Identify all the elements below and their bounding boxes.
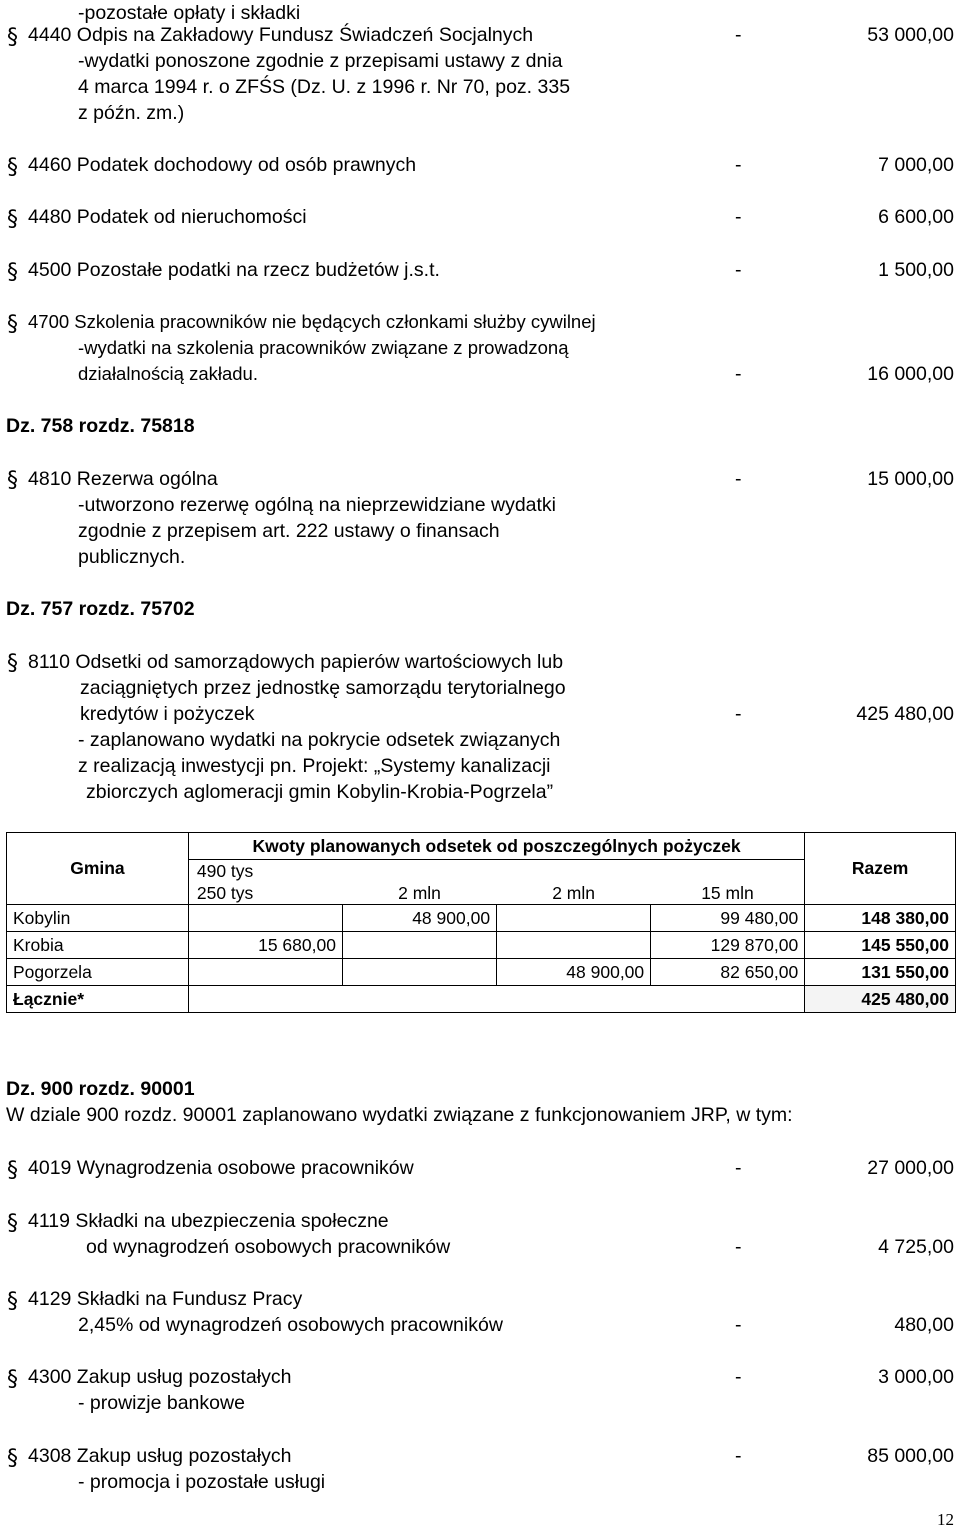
dash: - (735, 1236, 742, 1258)
group-header: Kwoty planowanych odsetek od poszczególnych pożyczek (188, 833, 804, 860)
item-8110-desc: z realizacją inwestycji pn. Projekt: „Systemy kanalizacji (78, 755, 551, 777)
item-4119-label: 4119 Składki na ubezpieczenia społeczne (28, 1210, 389, 1232)
section-mark-icon (6, 259, 22, 283)
item-4460-amount: 7 000,00 (878, 154, 954, 176)
item-8110-desc: zbiorczych aglomeracji gmin Kobylin-Krobia-Pogrzela” (86, 781, 554, 803)
item-4700-desc: -wydatki na szkolenia pracowników związane z prowadzoną (78, 337, 569, 358)
cell-amount: 48 900,00 (497, 959, 651, 986)
item-4480-amount: 6 600,00 (878, 206, 954, 228)
section-intro: W dziale 900 rozdz. 90001 zaplanowano wydatki związane z funkcjonowaniem JRP, w tym: (6, 1104, 793, 1126)
item-4700-amount: 16 000,00 (867, 363, 954, 385)
item-4500-label: 4500 Pozostałe podatki na rzecz budżetów j.s.t. (28, 259, 440, 281)
interest-table (6, 832, 956, 1013)
cell-total-label: Łącznie* (7, 986, 189, 1013)
svg-text:§: § (7, 25, 18, 48)
item-4129-amount: 480,00 (894, 1314, 954, 1336)
cell-amount (342, 959, 496, 986)
section-mark-icon (6, 467, 22, 491)
col-header-loan-1-line1: 490 tys (196, 861, 254, 881)
item-4308-amount: 85 000,00 (867, 1445, 954, 1467)
item-4119-desc: od wynagrodzeń osobowych pracowników (86, 1236, 451, 1258)
section-heading: Dz. 758 rozdz. 75818 (6, 415, 195, 437)
item-4300-amount: 3 000,00 (878, 1366, 954, 1388)
table-row (7, 932, 956, 959)
item-4810-desc: publicznych. (78, 546, 186, 568)
svg-text:§: § (7, 1289, 18, 1312)
item-4700-desc: działalnością zakładu. (78, 363, 258, 384)
dash: - (735, 468, 742, 490)
svg-text:§: § (7, 260, 18, 283)
section-heading: Dz. 757 rozdz. 75702 (6, 598, 195, 620)
cell-gmina: Pogorzela (7, 959, 189, 986)
text-line: -pozostałe opłaty i składki (78, 2, 301, 24)
cell-total-value: 425 480,00 (805, 986, 956, 1013)
section-mark-icon (6, 154, 22, 178)
dash: - (735, 259, 742, 281)
cell-amount (342, 932, 496, 959)
dash: - (735, 1445, 742, 1467)
item-4500-amount: 1 500,00 (878, 259, 954, 281)
section-heading: Dz. 900 rozdz. 90001 (6, 1078, 195, 1100)
col-header-loan-1-line2: 250 tys (196, 883, 254, 903)
dash: - (735, 1366, 742, 1388)
cell-amount (188, 905, 342, 932)
svg-text:§: § (7, 651, 18, 674)
item-4440-amount: 53 000,00 (867, 24, 954, 46)
item-4810-label: 4810 Rezerwa ogólna (28, 468, 218, 490)
svg-text:§: § (7, 1158, 18, 1181)
col-header-loan-3: 2 mln (497, 860, 651, 905)
dash: - (735, 703, 742, 725)
page-number: 12 (937, 1510, 954, 1529)
item-4019-label: 4019 Wynagrodzenia osobowe pracowników (28, 1157, 414, 1179)
col-header-razem: Razem (805, 833, 956, 905)
dash: - (735, 24, 742, 46)
section-mark-icon (6, 1288, 22, 1312)
cell-empty (188, 986, 804, 1013)
cell-gmina: Krobia (7, 932, 189, 959)
item-4440-desc: z późn. zm.) (78, 102, 185, 124)
svg-text:§: § (7, 468, 18, 491)
item-4810-desc: zgodnie z przepisem art. 222 ustawy o finansach (78, 520, 500, 542)
item-8110-desc: - zaplanowano wydatki na pokrycie odsetek związanych (78, 729, 561, 751)
item-4308-desc: - promocja i pozostałe usługi (78, 1471, 326, 1493)
item-4810-amount: 15 000,00 (867, 468, 954, 490)
cell-amount (188, 959, 342, 986)
item-4810-desc: -utworzono rezerwę ogólną na nieprzewidziane wydatki (78, 494, 557, 516)
section-mark-icon (6, 24, 22, 48)
table-total-row (7, 986, 956, 1013)
svg-text:§: § (7, 1446, 18, 1469)
cell-razem: 148 380,00 (805, 905, 956, 932)
svg-text:§: § (7, 312, 18, 335)
svg-text:§: § (7, 1367, 18, 1390)
item-8110-label: 8110 Odsetki od samorządowych papierów wartościowych lub (28, 651, 564, 673)
section-mark-icon (6, 1157, 22, 1181)
cell-amount: 82 650,00 (651, 959, 805, 986)
cell-amount: 15 680,00 (188, 932, 342, 959)
item-4440-desc: -wydatki ponoszone zgodnie z przepisami ustawy z dnia (78, 50, 563, 72)
cell-amount: 99 480,00 (651, 905, 805, 932)
section-mark-icon (6, 650, 22, 674)
section-mark-icon (6, 1366, 22, 1390)
item-8110-desc: zaciągniętych przez jednostkę samorządu terytorialnego (80, 677, 566, 699)
section-mark-icon (6, 206, 22, 230)
item-4300-label: 4300 Zakup usług pozostałych (28, 1366, 292, 1388)
dash: - (735, 206, 742, 228)
col-header-loan-4: 15 mln (651, 860, 805, 905)
item-4308-label: 4308 Zakup usług pozostałych (28, 1445, 292, 1467)
dash: - (735, 363, 742, 385)
dash: - (735, 154, 742, 176)
cell-amount: 48 900,00 (342, 905, 496, 932)
dash: - (735, 1157, 742, 1179)
item-4440-desc: 4 marca 1994 r. o ZFŚS (Dz. U. z 1996 r. Nr 70, poz. 335 (78, 76, 571, 98)
item-4129-label: 4129 Składki na Fundusz Pracy (28, 1288, 303, 1310)
table-row (7, 905, 956, 932)
item-4300-desc: - prowizje bankowe (78, 1392, 245, 1414)
item-8110-amount: 425 480,00 (856, 703, 954, 725)
item-4700-label: 4700 Szkolenia pracowników nie będących członkami służby cywilnej (28, 311, 596, 332)
cell-gmina: Kobylin (7, 905, 189, 932)
item-4129-desc: 2,45% od wynagrodzeń osobowych pracowników (78, 1314, 503, 1336)
section-mark-icon (6, 1210, 22, 1234)
col-header-loan-1 (188, 860, 342, 905)
item-8110-desc: kredytów i pożyczek (80, 703, 255, 725)
svg-text:§: § (7, 1211, 18, 1234)
cell-razem: 131 550,00 (805, 959, 956, 986)
cell-amount (497, 932, 651, 959)
item-4480-label: 4480 Podatek od nieruchomości (28, 206, 307, 228)
table-row (7, 959, 956, 986)
col-header-loan-2: 2 mln (342, 860, 496, 905)
svg-text:§: § (7, 207, 18, 230)
item-4119-amount: 4 725,00 (878, 1236, 954, 1258)
col-header-gmina: Gmina (7, 833, 189, 905)
section-mark-icon (6, 1445, 22, 1469)
item-4440-label: 4440 Odpis na Zakładowy Fundusz Świadczeń Socjalnych (28, 24, 534, 46)
cell-razem: 145 550,00 (805, 932, 956, 959)
section-mark-icon (6, 311, 22, 335)
item-4019-amount: 27 000,00 (867, 1157, 954, 1179)
cell-amount: 129 870,00 (651, 932, 805, 959)
dash: - (735, 1314, 742, 1336)
cell-amount (497, 905, 651, 932)
svg-text:§: § (7, 155, 18, 178)
item-4460-label: 4460 Podatek dochodowy od osób prawnych (28, 154, 417, 176)
